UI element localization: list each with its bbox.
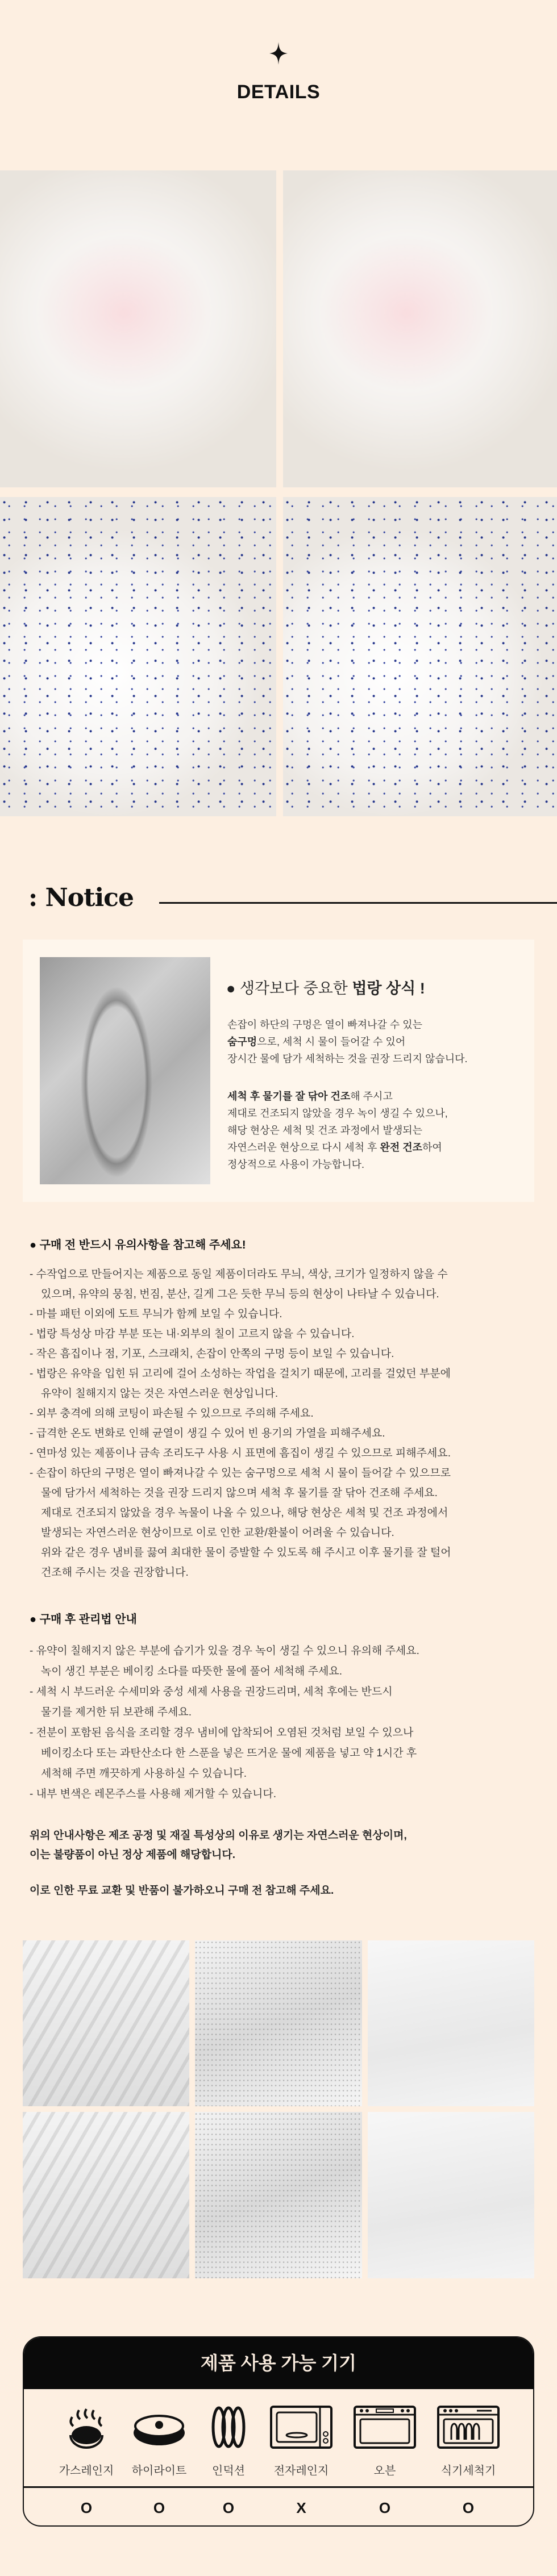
device-label: 오븐 [373,2465,396,2477]
list-line: 있으며, 유약의 뭉침, 번짐, 분산, 길게 그은 듯한 무늬 등의 현상이 나타날 수 있습니다. [41,1288,439,1300]
bold-text: 숨구멍 [227,1036,257,1047]
list-line: - 급격한 온도 변화로 인해 균열이 생길 수 있어 빈 용기의 가열을 피해주세요. [30,1427,385,1439]
details-title: DETAILS [236,81,321,103]
list-line: 유약이 칠해지지 않는 것은 자연스러운 현상입니다. [41,1388,278,1400]
device-availability-mark: O [222,2499,235,2516]
highlight-cooktop-icon [128,2406,190,2449]
closing-line: 위의 안내사항은 제조 공정 및 재질 특성상의 이유로 생기는 자연스러운 현상이며, [30,1830,407,1842]
text: 정상적으로 사용이 가능합니다. [227,1159,365,1170]
list-line: 베이킹소다 또는 과탄산소다 한 스푼을 넣은 뜨거운 물에 제품을 넣고 약 1시간 후 [41,1747,417,1759]
device-availability-mark: O [379,2499,391,2516]
list-line: 녹이 생긴 부분은 베이킹 소다를 따뜻한 물에 풀어 세척해 주세요. [41,1665,342,1677]
list-line: - 법랑은 유약을 입힌 뒤 고리에 걸어 소성하는 작업을 걸치기 때문에, 고리를 걸었던 부분에 [30,1368,451,1380]
notice-line [227,1157,364,1171]
list-line: - 마블 패턴 이외에 도트 무늬가 함께 보일 수 있습니다. [30,1308,282,1320]
after-purchase-heading: ● 구매 후 관리법 안내 [30,1613,137,1626]
notice-photo-handle-closeup [40,957,210,1184]
device-availability-mark: O [80,2499,93,2516]
text: 자연스러운 현상으로 다시 세척 후 [227,1142,380,1153]
product-photo-red-mug-inside [283,170,557,487]
list-line: - 작은 흠집이나 점, 기포, 스크래치, 손잡이 안쪽의 구멍 등이 보일 수 있습니다. [30,1348,394,1360]
notice-line [227,1105,448,1120]
usable-devices-table [23,2336,534,2527]
microwave-icon [270,2406,332,2449]
closing-line: 이로 인한 무료 교환 및 반품이 불가하오니 구매 전 참고해 주세요. [30,1885,334,1897]
list-line: 위와 같은 경우 냄비를 끓여 최대한 물이 증발할 수 있도록 해 주시고 이후 물기를 잘 털어 [41,1547,451,1559]
detail-photo-chip [368,2112,534,2278]
notice-line [227,1122,422,1137]
notice-heading-bold: 법랑 상식 ! [352,980,425,997]
divider [159,902,557,904]
list-line: 건조해 주시는 것을 권장합니다. [41,1567,189,1579]
bold-text: 완전 건조 [380,1142,422,1153]
list-line: - 외부 충격에 의해 코팅이 파손될 수 있으므로 주의해 주세요. [30,1408,314,1419]
list-line: 세척해 주면 깨끗하게 사용하실 수 있습니다. [41,1768,247,1780]
before-purchase-heading: ● 구매 전 반드시 유의사항을 참고해 주세요! [30,1239,246,1251]
detail-photo-speckle [195,2112,362,2278]
list-line: - 수작업으로 만들어지는 제품으로 동일 제품이더라도 무늬, 색상, 크기가 일정하지 않을 수 [30,1268,448,1280]
text: 해 주시고 [350,1091,393,1102]
notice-title: : Notice [28,883,134,912]
sparkle-icon [269,42,288,65]
usable-devices-title: 제품 사용 가능 기기 [24,2337,533,2389]
list-line: - 세척 시 부드러운 수세미와 중성 세제 사용을 권장드리며, 세척 후에는 반드시 [30,1686,393,1698]
detail-photo-rim [23,1940,189,2106]
device-label: 하이라이트 [131,2465,187,2477]
device-label: 가스레인지 [59,2465,114,2477]
text: 제대로 건조되지 않았을 경우 녹이 생길 수 있으나, [227,1108,448,1119]
list-line: - 내부 변색은 레몬주스를 사용해 제거할 수 있습니다. [30,1788,276,1800]
list-line: - 손잡이 하단의 구멍은 열이 빠져나갈 수 있는 숨구멍으로 세척 시 물이 들어갈 수 있으므로 [30,1467,451,1479]
detail-photo-handle [368,1940,534,2106]
text: 으로, 세척 시 물이 들어갈 수 있어 [257,1036,406,1047]
induction-icon [197,2406,260,2449]
oven-icon [354,2406,416,2449]
list-line: - 법랑 특성상 마감 부분 또는 내·외부의 칠이 고르지 않을 수 있습니다. [30,1328,355,1340]
product-photo-blue-mug-side [0,497,276,816]
product-photo-blue-mug-handle [283,497,557,816]
bullet: ● [226,980,236,997]
list-line: 물기를 제거한 뒤 보관해 주세요. [41,1706,192,1718]
bold-text: 세척 후 물기를 잘 닦아 건조 [227,1091,351,1102]
list-line: 물에 담가서 세척하는 것을 권장 드리지 않으며 세척 후 물기를 잘 닦아 건조해 주세요. [41,1487,438,1499]
detail-photo-hole [195,1940,362,2106]
list-line: - 전분이 포함된 음식을 조리할 경우 냄비에 압착되어 오염된 것처럼 보일 수 있으나 [30,1727,414,1739]
dishwasher-icon [437,2406,500,2449]
list-line: - 유약이 칠해지지 않은 부분에 습기가 있을 경우 녹이 생길 수 있으니 유의해 주세요. [30,1645,419,1657]
text: 손잡이 하단의 구멍은 열이 빠져나갈 수 있는 [227,1019,422,1030]
list-line: - 연마성 있는 제품이나 금속 조리도구 사용 시 표면에 흠집이 생길 수 있으므로 피해주세요. [30,1447,451,1459]
text: 해당 현상은 세척 및 건조 과정에서 발생되는 [227,1125,422,1136]
notice-line [227,1139,442,1154]
list-line: 발생되는 자연스러운 현상이므로 이로 인한 교환/환불이 어려울 수 있습니다. [41,1527,394,1539]
notice-line [227,1088,393,1103]
product-photo-red-mug-tilted [0,170,276,487]
device-label: 인덕션 [212,2465,245,2477]
divider [24,2486,533,2488]
text: 장시간 물에 담가 세척하는 것을 권장 드리지 않습니다. [227,1053,468,1064]
device-label: 전자레인지 [273,2465,329,2477]
list-line: 제대로 건조되지 않았을 경우 녹물이 나올 수 있으나, 해당 현상은 세척 및 건조 과정에서 [41,1507,448,1519]
device-availability-mark: O [462,2499,475,2516]
notice-line [227,1017,422,1032]
notice-heading [226,976,425,998]
notice-line [227,1034,405,1049]
notice-heading-normal: 생각보다 중요한 [235,980,352,997]
gas-stove-icon [55,2406,118,2449]
notice-line [227,1051,468,1066]
device-label: 식기세척기 [440,2465,496,2477]
device-availability-mark: O [153,2499,165,2516]
detail-photo-marble [23,2112,189,2278]
device-availability-mark: X [296,2499,306,2516]
text: 하여 [422,1142,442,1153]
closing-line: 이는 불량품이 아닌 정상 제품에 해당합니다. [30,1849,236,1861]
